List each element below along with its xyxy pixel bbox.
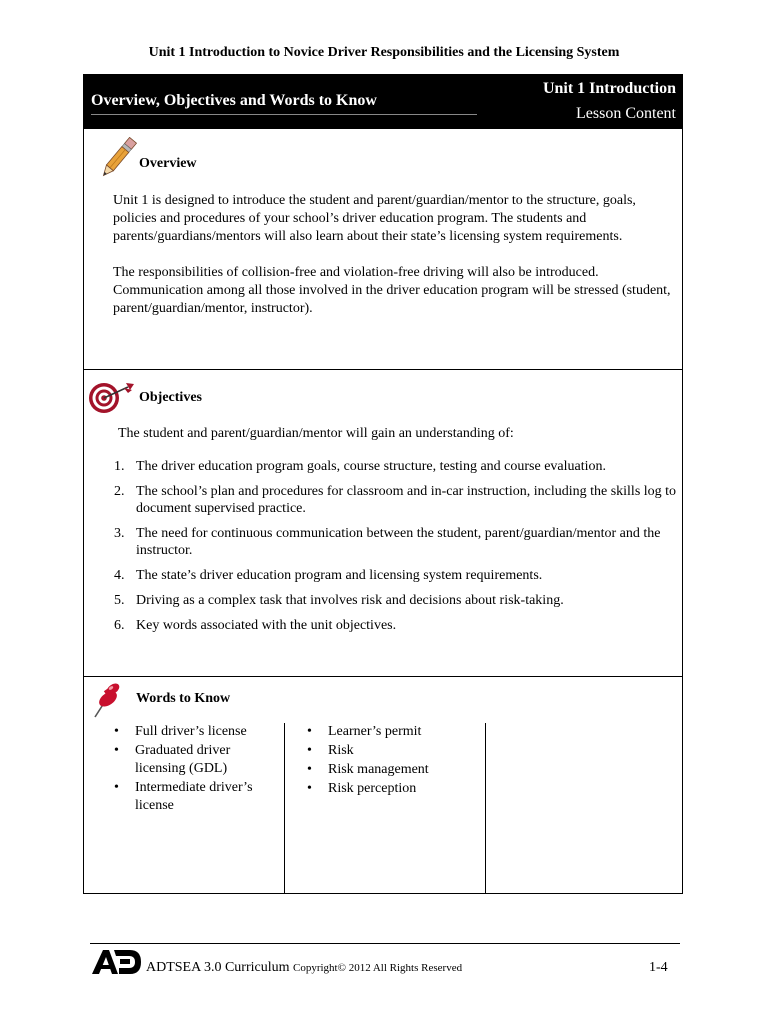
words-column-1 — [84, 723, 284, 893]
objective-item — [106, 617, 678, 634]
objective-text: The school’s plan and procedures for classroom and in-car instruction, including the skills log to document supervised practice. — [136, 484, 677, 516]
curriculum-name: ADTSEA 3.0 Curriculum — [146, 960, 290, 975]
word-item: • Intermediate driver’s license — [84, 779, 284, 815]
page-title: Unit 1 Introduction to Novice Driver Responsibilities and the Licensing System — [148, 45, 620, 60]
objective-item — [106, 458, 678, 475]
overview-heading: Overview — [139, 156, 197, 171]
adtsea-logo — [90, 946, 142, 976]
objective-item — [106, 592, 678, 609]
word-item: • Risk perception — [285, 780, 485, 798]
objectives-heading: Objectives — [139, 390, 202, 405]
lesson-content-label: Lesson Content — [576, 105, 676, 122]
objectives-section — [84, 370, 682, 677]
words-to-know-heading: Words to Know — [136, 691, 231, 706]
objective-item — [106, 483, 678, 517]
words-list-2 — [285, 723, 485, 798]
overview-paragraph-2: The responsibilities of collision-free and violation-free driving will also be introduced. Communication among all those involved in the driver education program will be stressed (student, parent/guardian/mentor, instructor). — [113, 265, 671, 316]
target-icon — [88, 374, 136, 418]
word-item: • Risk management — [285, 761, 485, 779]
objective-number: 3. — [114, 526, 125, 541]
pencil-icon — [98, 137, 138, 181]
objective-number: 4. — [114, 568, 125, 583]
words-list-1 — [84, 723, 284, 815]
lesson-content-frame — [83, 74, 683, 894]
overview-paragraph-1: Unit 1 is designed to introduce the student and parent/guardian/mentor to the structure, goals, policies and procedures of your school’s driver education program. The students and parents/guardians/mentors will also learn about their state’s licensing system requirements. — [113, 193, 636, 244]
word-item: • Graduated driver licensing (GDL) — [84, 742, 284, 778]
objective-text: Key words associated with the unit objectives. — [136, 618, 397, 633]
objective-number: 6. — [114, 618, 125, 633]
objective-number: 5. — [114, 593, 125, 608]
pushpin-icon — [90, 681, 124, 719]
objective-text: The state’s driver education program and licensing system requirements. — [136, 568, 543, 583]
header-underline — [91, 114, 477, 115]
page-number: 1-4 — [649, 960, 668, 975]
word-item: • Full driver’s license — [84, 723, 284, 741]
unit-title: Unit 1 Introduction — [542, 80, 676, 97]
objective-text: The need for continuous communication between the student, parent/guardian/mentor and the instructor. — [136, 526, 661, 558]
overview-section — [84, 129, 682, 370]
objective-text: Driving as a complex task that involves risk and decisions about risk-taking. — [136, 593, 564, 608]
words-to-know-section — [84, 677, 682, 893]
objectives-intro: The student and parent/guardian/mentor will gain an understanding of: — [118, 426, 514, 441]
word-item: • Learner’s permit — [285, 723, 485, 741]
objective-number: 2. — [114, 484, 125, 499]
footer-credit — [146, 960, 462, 976]
objectives-list — [106, 458, 678, 642]
words-column-2 — [284, 723, 485, 893]
copyright-text: Copyright© 2012 All Rights Reserved — [293, 962, 463, 974]
objective-item — [106, 525, 678, 559]
objective-item — [106, 567, 678, 584]
words-column-3 — [485, 723, 682, 893]
header-bar — [84, 75, 682, 129]
objective-text: The driver education program goals, course structure, testing and course evaluation. — [136, 459, 607, 474]
word-item: • Risk — [285, 742, 485, 760]
header-title: Overview, Objectives and Words to Know — [91, 92, 377, 109]
footer-rule — [90, 943, 680, 944]
objective-number: 1. — [114, 459, 125, 474]
